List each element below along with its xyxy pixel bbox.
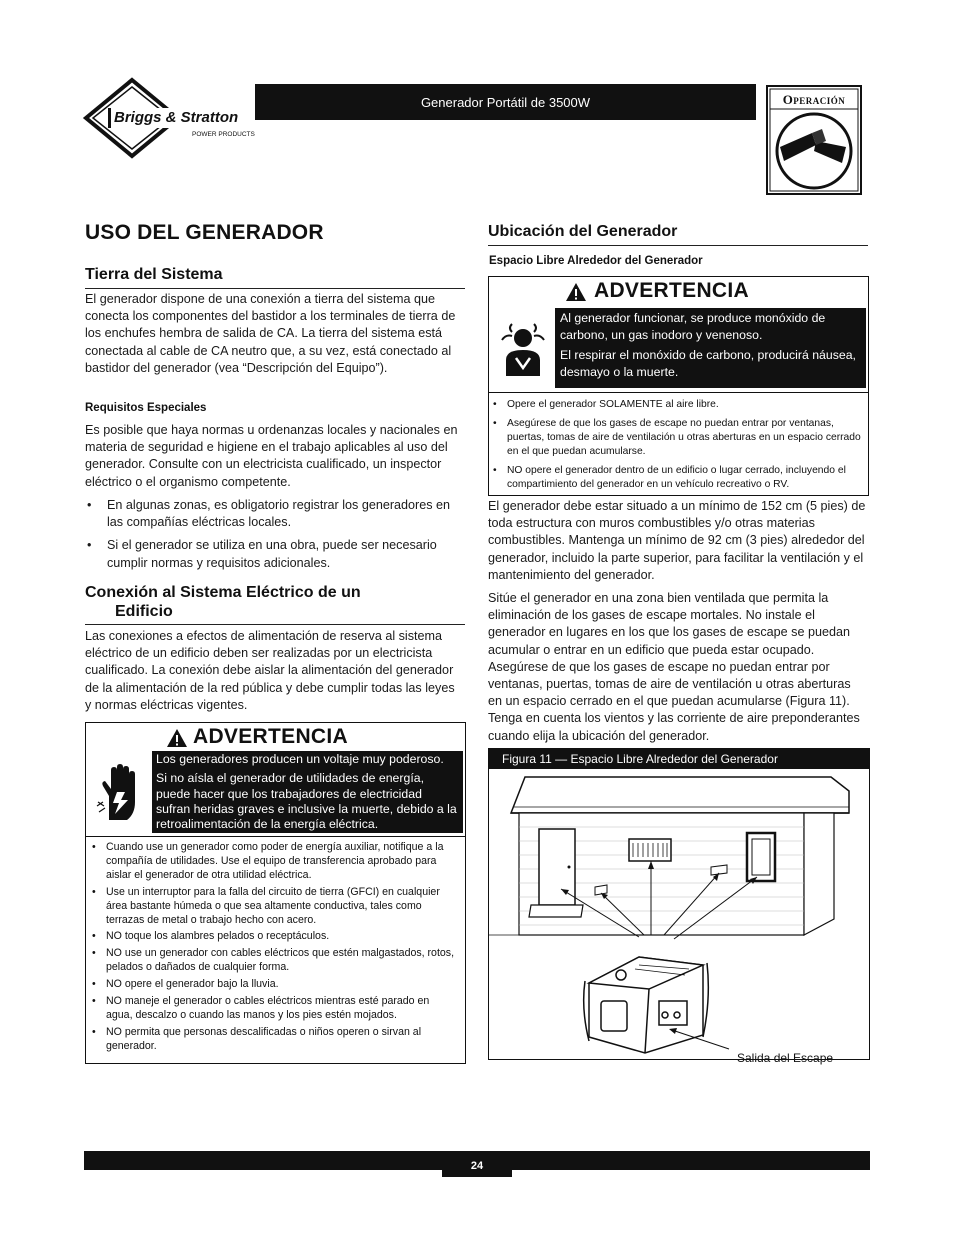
exhaust-label: Salida del Escape bbox=[737, 1051, 834, 1065]
warning-hazard-text bbox=[152, 751, 463, 833]
conexion-heading-line2: Edificio bbox=[115, 603, 173, 620]
conexion-heading bbox=[85, 583, 465, 621]
toxic-fumes-icon bbox=[498, 320, 548, 376]
header-title-bar bbox=[255, 84, 756, 120]
warning-title: ADVERTENCIA bbox=[594, 279, 749, 302]
generator-shape bbox=[584, 957, 709, 1053]
hazard-text-line2: Si no aísla el generador de utilidades de energía, puede hacer que los trabajadores de electricidad sufran heridas graves e inclusive la muerte, debido a la retroalimentación de la energía eléctrica. bbox=[156, 771, 457, 832]
list-item: • Opere el generador SOLAMENTE al aire libre. bbox=[489, 398, 864, 412]
hazard-text-p2: El respirar el monóxido de carbono, producirá náusea, desmayo o la muerte. bbox=[560, 348, 856, 379]
warning-hazard-text bbox=[555, 308, 866, 388]
list-item: • Cuando use un generador como poder de energía auxiliar, notifique a la compañía de utilidades. Use el equipo de transferencia aprobado para aislar el generador de otra utilidad eléctrica. bbox=[88, 841, 457, 883]
warning-triangle-icon bbox=[166, 728, 188, 748]
list-item: • Si el generador se utiliza en una obra, puede ser necesario cumplir normas y requisitos adicionales. bbox=[85, 537, 463, 571]
hazard-text-p1: Al generador funcionar, se produce monóxido de carbono, un gas inodoro y venenoso. bbox=[560, 311, 826, 342]
warning-list bbox=[489, 393, 868, 492]
list-item: • Use un interruptor para la falla del circuito de tierra (GFCI) en cualquier área bastante húmeda o que sea altamente conductiva, tales como terrazas de metal o trabajo hecho con acero. bbox=[88, 886, 457, 928]
warning-title-bar bbox=[489, 277, 868, 305]
ubicacion-heading-block bbox=[488, 222, 868, 246]
warning-hazard-row bbox=[491, 308, 866, 388]
page-number: 24 bbox=[470, 1160, 484, 1172]
air-intake-shape bbox=[629, 839, 671, 861]
warning-hazard-row bbox=[88, 751, 463, 833]
requisitos-body: Es posible que haya normas u ordenanzas locales y nacionales en materia de seguridad e higiene en el trabajo aplicables al uso del generador. Consulte con un electricista cualificado, un inspector eléctrico o el organismo competente. bbox=[85, 423, 458, 489]
operation-badge bbox=[766, 85, 862, 195]
espacio-libre-heading: Espacio Libre Alrededor del Generador bbox=[489, 255, 703, 267]
conexion-body: Las conexiones a efectos de alimentación de reserva al sistema eléctrico de un edificio deben ser realizadas por un electricista cualificado. La conexión debe aislar la alimentación del generador de la alimentación de la red pública y debe cumplir todas las leyes y normas eléctricas vigentes. bbox=[85, 629, 455, 712]
list-item: • NO use un generador con cables eléctricos que estén malgastados, rotos, pelados o dañados de cualquier forma. bbox=[88, 947, 457, 975]
page-number-tab bbox=[442, 1155, 512, 1177]
figure-caption-bar bbox=[489, 749, 869, 769]
clearance-illustration bbox=[489, 769, 866, 1065]
tierra-heading: Tierra del Sistema bbox=[85, 266, 223, 283]
warning-title-bar bbox=[86, 723, 465, 751]
brand-name: Briggs & Stratton bbox=[114, 109, 239, 126]
warning-triangle-icon bbox=[565, 282, 587, 302]
list-item: • NO permita que personas descalificadas o niños operen o sirvan al generador. bbox=[88, 1026, 457, 1054]
electrical-warning-box bbox=[85, 722, 466, 1064]
list-item: • Asegúrese de que los gases de escape no puedan entrar por ventanas, puertas, tomas de aire de ventilación u otras aberturas en un espacio cerrado en el que puedan acumularse. bbox=[489, 417, 864, 459]
conexion-heading-block bbox=[85, 583, 465, 625]
list-item: • NO opere el generador bajo la lluvia. bbox=[88, 978, 457, 992]
hazard-text-line1: Los generadores producen un voltaje muy poderoso. bbox=[156, 752, 444, 766]
ubicacion-para1: El generador debe estar situado a un mínimo de 152 cm (5 pies) de toda estructura con muros combustibles y/o otras materias combustibles. Mantenga un mínimo de 92 cm (3 pies) alrededor del generador, incluido la parte superior, para facilitar la ventilación y el mantenimiento del generador. bbox=[488, 499, 866, 582]
list-item: • NO toque los alambres pelados o receptáculos. bbox=[88, 930, 457, 944]
warning-title: ADVERTENCIA bbox=[193, 725, 348, 748]
ubicacion-para2: Sitúe el generador en una zona bien ventilada que permita la eliminación de los gases de escape mortales. No instale el generador en lugares en los que los gases de escape se puedan acumular o entrar en un edificio que pueda estar ocupado. Asegúrese de que los gases de escape no puedan entrar por ventanas, puertas, tomas de aire de ventilación u otras aberturas en un espacio cerrado en el que puedan acumularse (Figura 11). Tenga en cuenta los vientos y las corriente de aire preponderantes cuando elija la ubicación del generador. bbox=[488, 591, 860, 743]
figure-caption: Figura 11 — Espacio Libre Alrededor del Generador bbox=[502, 752, 778, 766]
hazard-pictogram bbox=[88, 751, 152, 833]
badge-label: Operación bbox=[782, 92, 846, 107]
requisitos-heading: Requisitos Especiales bbox=[85, 402, 207, 414]
brand-logo bbox=[84, 78, 254, 158]
tierra-heading-block bbox=[85, 265, 465, 289]
electric-shock-hand-icon bbox=[95, 762, 145, 822]
brand-sub: POWER PRODUCTS bbox=[192, 131, 255, 138]
header-title: Generador Portátil de 3500W bbox=[420, 94, 591, 110]
section-title: USO DEL GENERADOR bbox=[85, 221, 324, 244]
hazard-pictogram bbox=[491, 308, 555, 388]
requisitos-list bbox=[85, 497, 463, 578]
tierra-body: El generador dispone de una conexión a tierra del sistema que conecta los componentes del bastidor a los terminales de tierra de los enchufes hembra de salida de CA. La tierra del sistema está conectada al cable de CA neutro que, a su vez, está conectado al bastidor del generador (vea “Descripción del Equipo”). bbox=[85, 292, 456, 375]
list-item: • NO maneje el generador o cables eléctricos mientras esté parado en agua, descalzo o cuando las manos y los pies estén mojados. bbox=[88, 995, 457, 1023]
warning-list bbox=[86, 837, 465, 1054]
list-item: • En algunas zonas, es obligatorio registrar los generadores en las compañías eléctricas locales. bbox=[85, 497, 463, 531]
ubicacion-heading: Ubicación del Generador bbox=[488, 223, 678, 240]
conexion-heading-line1: Conexión al Sistema Eléctrico de un bbox=[85, 584, 361, 601]
list-item: • NO opere el generador dentro de un edificio o lugar cerrado, incluyendo el compartimiento del generador en un vehículo recreativo o RV. bbox=[489, 464, 864, 492]
figure-11 bbox=[488, 748, 870, 1065]
co-warning-box bbox=[488, 276, 869, 496]
